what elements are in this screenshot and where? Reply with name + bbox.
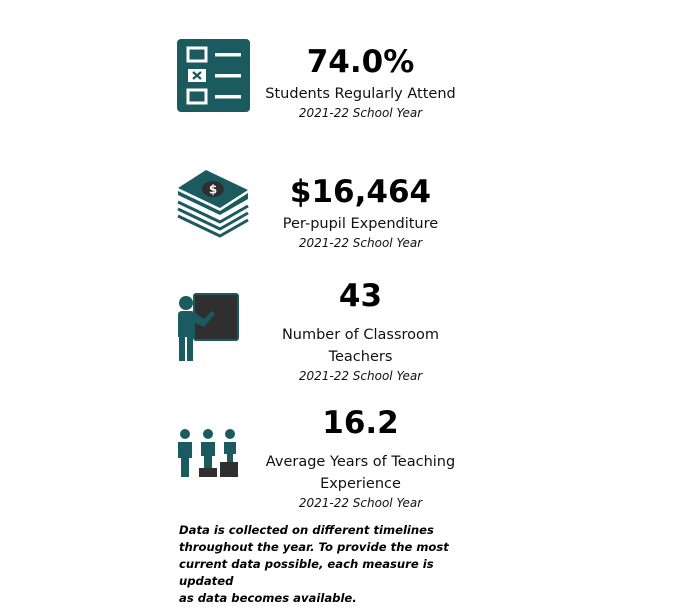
podium-people-icon (176, 428, 240, 478)
experience-value: 16.2 (322, 405, 399, 441)
experience-label-line2: Experience (320, 476, 401, 492)
experience-label-line1: Average Years of Teaching (265, 454, 456, 470)
expenditure-label: Per-pupil Expenditure (282, 216, 439, 232)
expenditure-value: $16,464 (289, 174, 432, 210)
attendance-year: 2021-22 School Year (298, 106, 423, 120)
footnote (179, 522, 479, 607)
money-stack-icon (175, 166, 251, 239)
svg-text:$: $ (208, 182, 218, 197)
footnote-line: Data is collected on different timelines (179, 523, 434, 537)
footnote-line: throughout the year. To provide the most (179, 540, 449, 554)
expenditure-year: 2021-22 School Year (298, 236, 423, 250)
footnote-line: as data becomes available. (179, 591, 357, 605)
attendance-label: Students Regularly Attend (265, 86, 456, 102)
teachers-year: 2021-22 School Year (298, 369, 423, 383)
teachers-label-line1: Number of Classroom (281, 327, 440, 343)
experience-year: 2021-22 School Year (298, 496, 423, 510)
checklist-icon (177, 39, 250, 112)
attendance-value: 74.0% (306, 44, 415, 80)
teachers-value: 43 (338, 278, 383, 314)
footnote-line: current data possible, each measure is updated (179, 557, 434, 588)
teachers-label-line2: Teachers (328, 349, 393, 365)
teacher-board-icon (176, 293, 240, 361)
